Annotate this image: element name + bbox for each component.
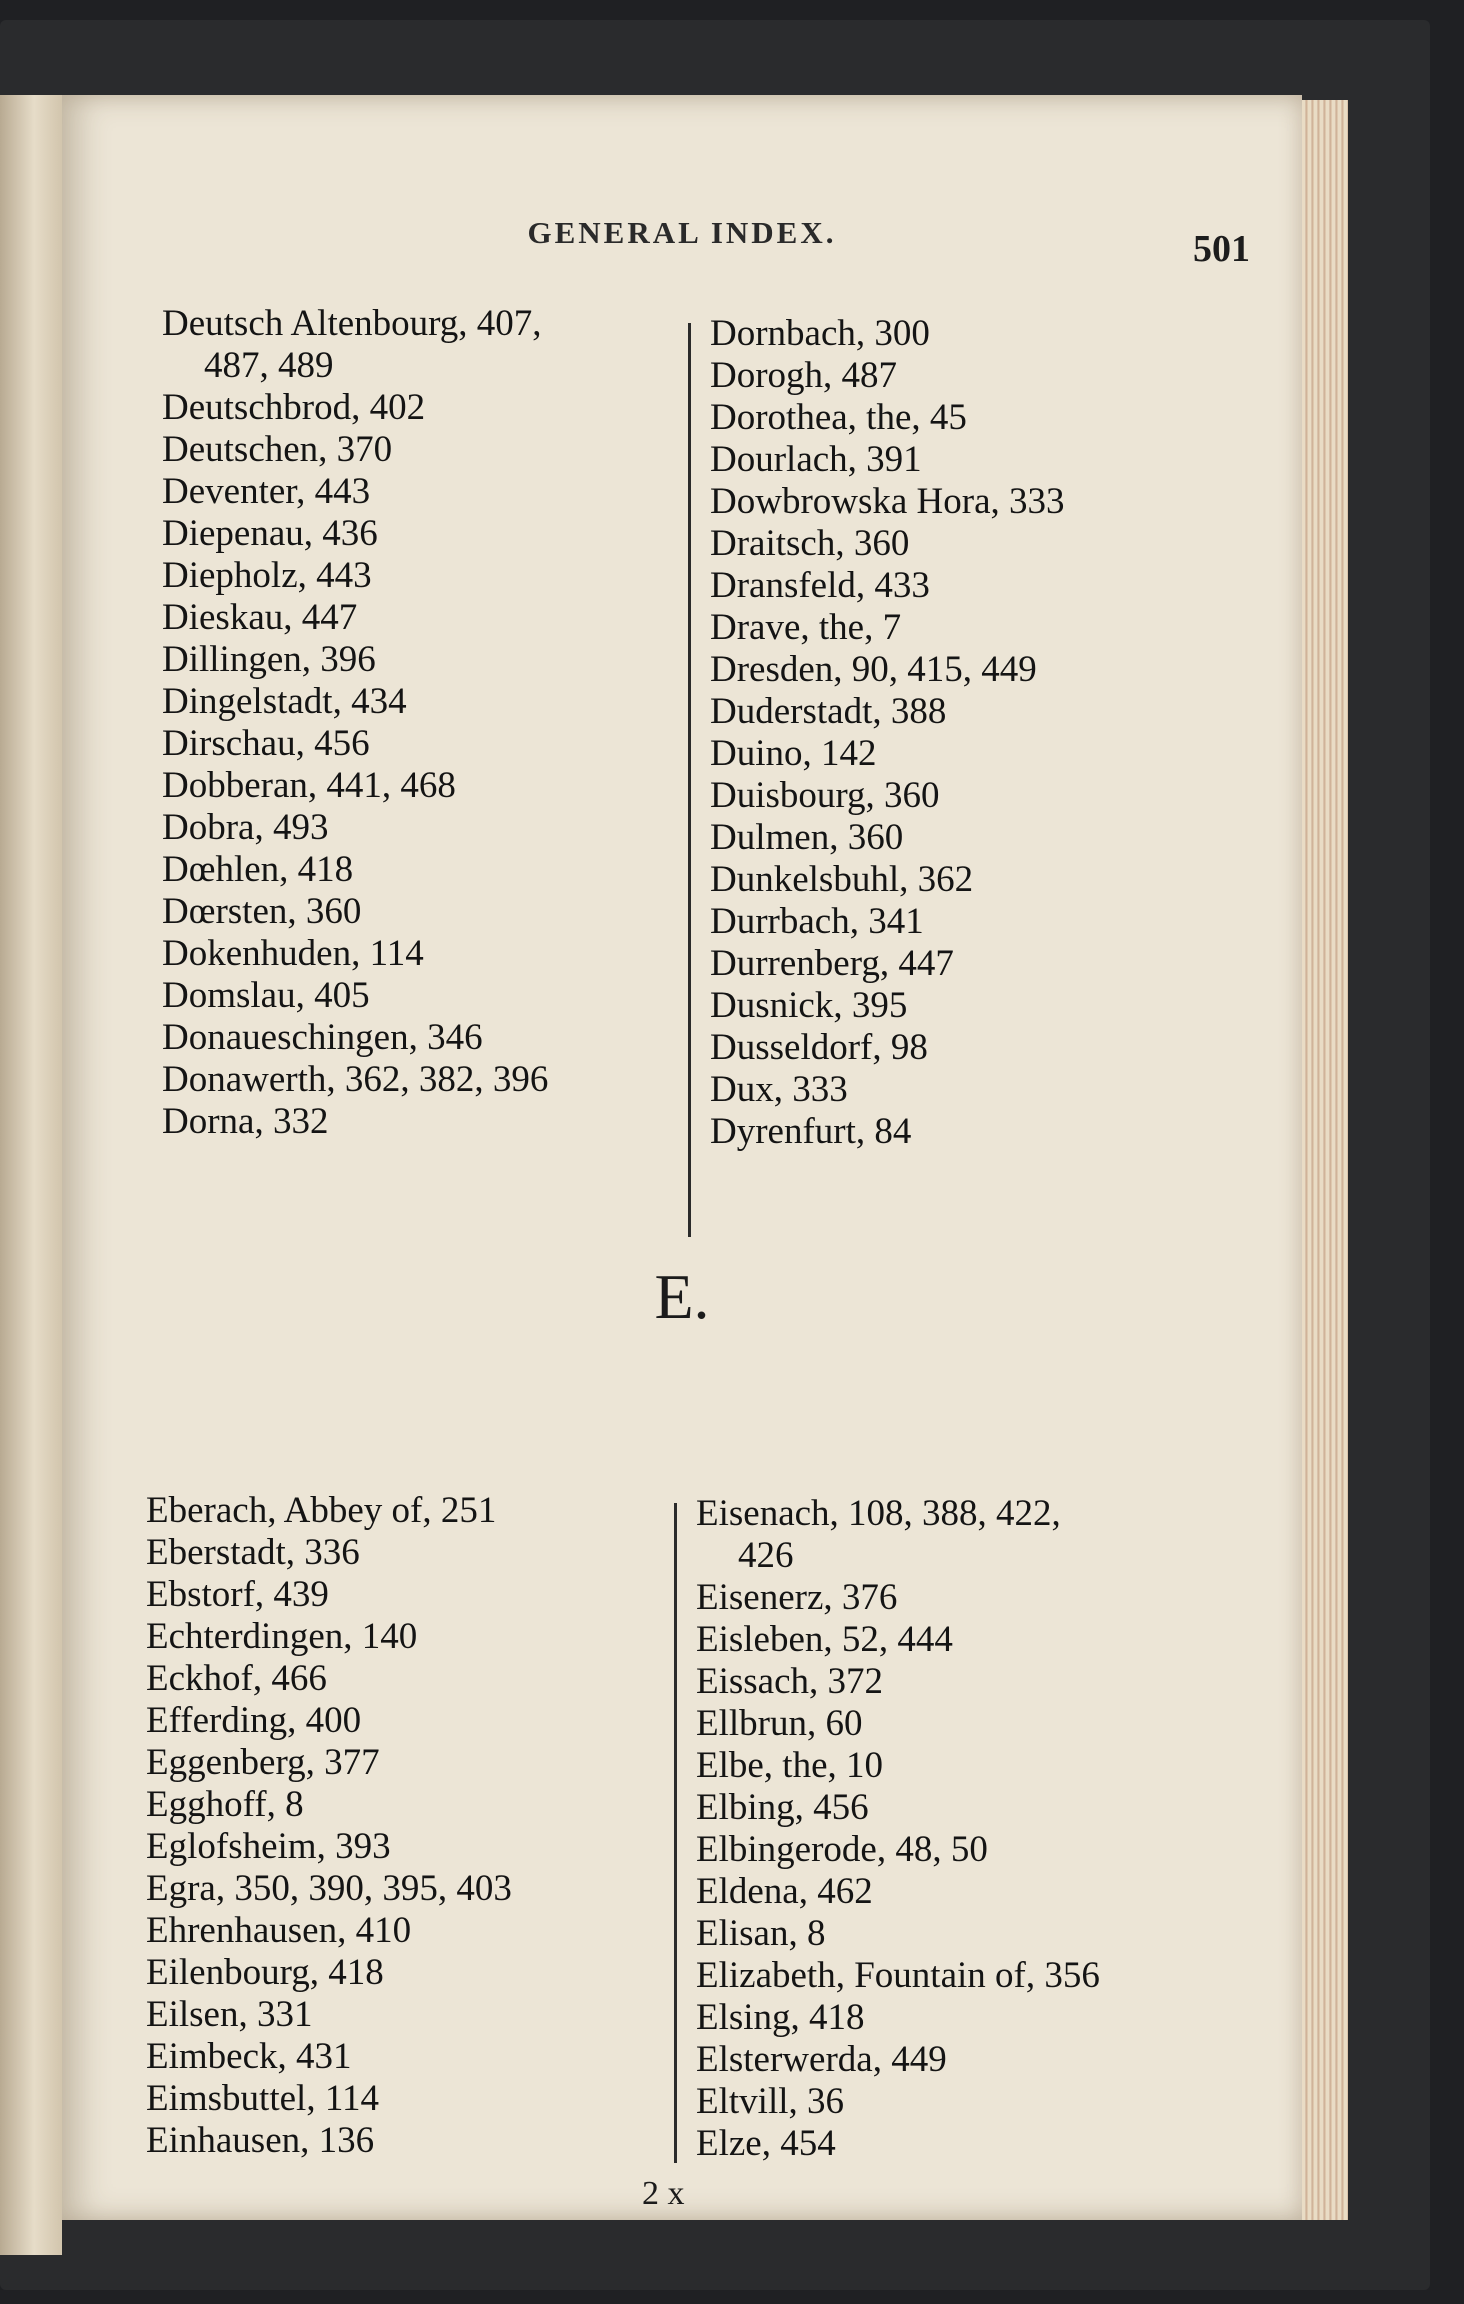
- index-entry: Elsterwerda, 449: [696, 2039, 947, 2080]
- e-right-column: [696, 1493, 1100, 2165]
- d-column-divider: [688, 323, 691, 1237]
- index-entry: Egra, 350, 390, 395, 403: [146, 1868, 512, 1909]
- index-entry: Donawerth, 362, 382, 396: [162, 1059, 549, 1100]
- index-entry: Durrbach, 341: [710, 901, 924, 942]
- index-entry: Duino, 142: [710, 733, 877, 774]
- index-entry: Dresden, 90, 415, 449: [710, 649, 1037, 690]
- d-left-column: [162, 303, 548, 1143]
- index-entry: Eissach, 372: [696, 1661, 884, 1702]
- index-entry: Dusnick, 395: [710, 985, 908, 1026]
- index-entry: Dulmen, 360: [710, 817, 904, 858]
- index-entry: Eimbeck, 431: [146, 2036, 352, 2077]
- book-page: [62, 95, 1302, 2220]
- index-entry: Dusseldorf, 98: [710, 1027, 928, 1068]
- index-entry: Eglofsheim, 393: [146, 1826, 391, 1867]
- index-entry: Deventer, 443: [162, 471, 371, 512]
- index-entry: Dorogh, 487: [710, 355, 898, 396]
- index-entry: Dokenhuden, 114: [162, 933, 424, 974]
- index-entry: Dransfeld, 433: [710, 565, 930, 606]
- index-entry: Eisenach, 108, 388, 422,: [696, 1493, 1061, 1534]
- index-entry: Dingelstadt, 434: [162, 681, 407, 722]
- page-number: 501: [1193, 228, 1250, 270]
- index-entry: Dyrenfurt, 84: [710, 1111, 912, 1152]
- index-entry: Dœrsten, 360: [162, 891, 362, 932]
- facing-page-edge: [0, 95, 62, 2255]
- index-entry: Efferding, 400: [146, 1700, 362, 1741]
- index-entry: Egghoff, 8: [146, 1784, 304, 1825]
- index-entry: Eisleben, 52, 444: [696, 1619, 953, 1660]
- index-entry: Deutschbrod, 402: [162, 387, 426, 428]
- index-entry: Ellbrun, 60: [696, 1703, 863, 1744]
- index-entry: Elbe, the, 10: [696, 1745, 884, 1786]
- index-entry: Dorothea, the, 45: [710, 397, 967, 438]
- index-entry: Eberach, Abbey of, 251: [146, 1490, 497, 1531]
- index-entry: Dirschau, 456: [162, 723, 370, 764]
- index-entry: Elsing, 418: [696, 1997, 865, 2038]
- index-entry: Ehrenhausen, 410: [146, 1910, 412, 1951]
- index-entry: Echterdingen, 140: [146, 1616, 418, 1657]
- index-entry: Ebstorf, 439: [146, 1574, 329, 1615]
- index-entry: Elbingerode, 48, 50: [696, 1829, 988, 1870]
- index-entry: Dorna, 332: [162, 1101, 329, 1142]
- index-entry: Duisbourg, 360: [710, 775, 940, 816]
- index-entry: Dunkelsbuhl, 362: [710, 859, 974, 900]
- d-right-column: [710, 313, 1065, 1153]
- index-entry: Duderstadt, 388: [710, 691, 947, 732]
- index-entry-continuation: 487, 489: [204, 345, 334, 386]
- index-entry: Elizabeth, Fountain of, 356: [696, 1955, 1100, 1996]
- e-column-divider: [674, 1503, 677, 2163]
- index-entry: Durrenberg, 447: [710, 943, 954, 984]
- index-entry: Dœhlen, 418: [162, 849, 354, 890]
- index-entry: Eimsbuttel, 114: [146, 2078, 379, 2119]
- index-entry: Dobra, 493: [162, 807, 329, 848]
- index-entry: Eisenerz, 376: [696, 1577, 898, 1618]
- index-entry: Dux, 333: [710, 1069, 848, 1110]
- index-entry: Dourlach, 391: [710, 439, 922, 480]
- index-entry: Diepenau, 436: [162, 513, 378, 554]
- index-entry: Eggenberg, 377: [146, 1742, 380, 1783]
- index-entry: Eltvill, 36: [696, 2081, 844, 2122]
- index-entry: Dobberan, 441, 468: [162, 765, 456, 806]
- index-entry: Eilenbourg, 418: [146, 1952, 384, 1993]
- index-entry: Elze, 454: [696, 2123, 836, 2164]
- running-head: GENERAL INDEX.: [527, 215, 837, 250]
- index-entry: Diepholz, 443: [162, 555, 372, 596]
- index-entry-continuation: 426: [738, 1535, 794, 1576]
- index-entry: Elbing, 456: [696, 1787, 869, 1828]
- section-letter-e: E.: [654, 1261, 710, 1332]
- index-entry: Elisan, 8: [696, 1913, 826, 1954]
- index-entry: Dillingen, 396: [162, 639, 376, 680]
- index-entry: Eckhof, 466: [146, 1658, 327, 1699]
- index-entry: Eldena, 462: [696, 1871, 873, 1912]
- index-entry: Donaueschingen, 346: [162, 1017, 483, 1058]
- index-entry: Domslau, 405: [162, 975, 370, 1016]
- index-entry: Draitsch, 360: [710, 523, 910, 564]
- index-entry: Dieskau, 447: [162, 597, 358, 638]
- e-left-column: [146, 1490, 512, 2162]
- index-entry: Dowbrowska Hora, 333: [710, 481, 1065, 522]
- index-entry: Eilsen, 331: [146, 1994, 313, 2035]
- index-entry: Drave, the, 7: [710, 607, 902, 648]
- index-entry: Deutsch Altenbourg, 407,: [162, 303, 542, 344]
- index-entry: Einhausen, 136: [146, 2120, 375, 2161]
- index-entry: Dornbach, 300: [710, 313, 930, 354]
- index-entry: Eberstadt, 336: [146, 1532, 360, 1573]
- index-entry: Deutschen, 370: [162, 429, 393, 470]
- signature-mark: 2 x: [642, 2175, 685, 2212]
